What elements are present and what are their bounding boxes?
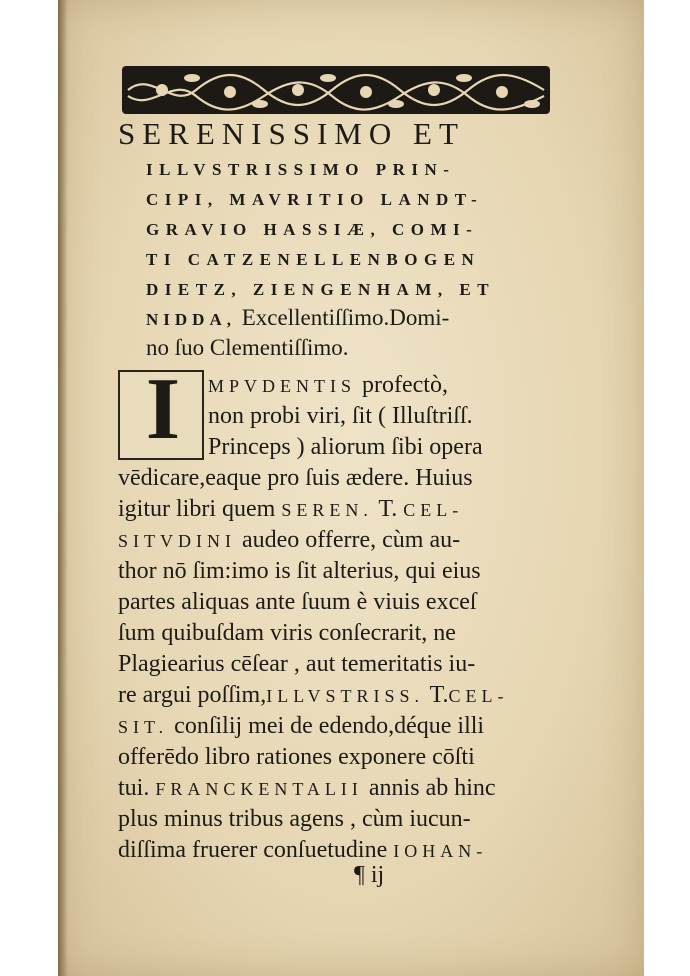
body-line-14: [118, 775, 496, 802]
heading-line-6: DIETZ, ZIENGENHAM, ET: [146, 280, 496, 299]
body-line-5: [118, 496, 463, 523]
body-line-12-rest: conſilij mei de edendo,déque illi: [168, 713, 485, 739]
body-line-14-a: tui.: [118, 775, 156, 801]
body-line-14-b: annis ab hinc: [362, 775, 496, 801]
body-line-16: [118, 837, 487, 864]
decorated-initial: [118, 361, 204, 460]
body-line-6-rest: audeo offerre, cùm au-: [236, 527, 461, 553]
body-line-13: offerēdo libro rationes exponere cōſti: [118, 744, 475, 770]
body-line-11-caps-2: CEL-: [448, 686, 509, 706]
body-line-1: [208, 372, 448, 399]
initial-letter: I: [145, 361, 181, 458]
signature-mark: ¶ ij: [354, 862, 385, 888]
body-line-5-a: igitur libri quem: [118, 496, 282, 522]
heading-line-3: CIPI, MAVRITIO LANDT-: [146, 190, 484, 209]
body-line-10: Plagiearius cēſear , aut temeritatis iu-: [118, 651, 476, 677]
body-line-8: partes aliquas ante ſuum è viuis exceſ: [118, 589, 477, 615]
ornament-vine-pattern: [122, 66, 550, 114]
body-line-3: Princeps ) aliorum ſibi opera: [208, 434, 483, 460]
body-line-16-a: diſſima fruerer conſuetudine: [118, 837, 394, 863]
page-binding-edge: [58, 0, 68, 976]
body-line-4: vēdicare,eaque pro ſuis ædere. Huius: [118, 465, 473, 491]
ornamental-headpiece: [122, 66, 550, 114]
body-line-11-caps: ILLVSTRISS.: [266, 686, 425, 706]
body-line-5-b: T.: [372, 496, 404, 522]
body-line-12-caps: SIT.: [118, 717, 169, 737]
body-line-16-caps: IOHAN-: [393, 841, 488, 861]
heading-line-7: [146, 305, 449, 331]
heading-line-8: no ſuo Clementiſſimo.: [146, 335, 349, 360]
heading-line-2: ILLVSTRISSIMO PRIN-: [146, 160, 456, 179]
heading-line-7-rest: Excellentiſſimo.Domi-: [235, 305, 450, 330]
body-line-15: plus minus tribus agens , cùm iucun-: [118, 806, 471, 832]
heading-line-1: SERENISSIMO ET: [118, 116, 465, 151]
heading-line-5: TI CATZENELLENBOGEN: [146, 250, 481, 269]
body-line-11: [118, 682, 509, 709]
body-line-5-caps-2: CEL-: [403, 500, 464, 520]
body-line-6-caps: SITVDINI: [118, 531, 236, 551]
body-line-14-caps: FRANCKENTALII: [155, 779, 363, 799]
body-line-1-rest: profectò,: [356, 372, 448, 398]
heading-line-4: GRAVIO HASSIÆ, COMI-: [146, 220, 479, 239]
body-line-7: thor nō ſim:imo is ſit alterius, qui eius: [118, 558, 481, 584]
body-line-5-caps: SEREN.: [281, 500, 373, 520]
body-line-6: [118, 527, 460, 554]
body-line-12: [118, 713, 484, 740]
body-line-2: non probi viri, ſit ( Illuſtriſſ.: [208, 403, 473, 429]
body-line-11-b: T.: [424, 682, 449, 708]
heading-line-7-caps: NIDDA,: [146, 310, 236, 329]
book-page: [58, 0, 644, 976]
body-line-9: ſum quibuſdam viris conſecrarit, ne: [118, 620, 456, 646]
body-line-1-caps: MPVDENTIS: [208, 376, 357, 396]
body-line-11-a: re argui poſſim,: [118, 682, 267, 708]
